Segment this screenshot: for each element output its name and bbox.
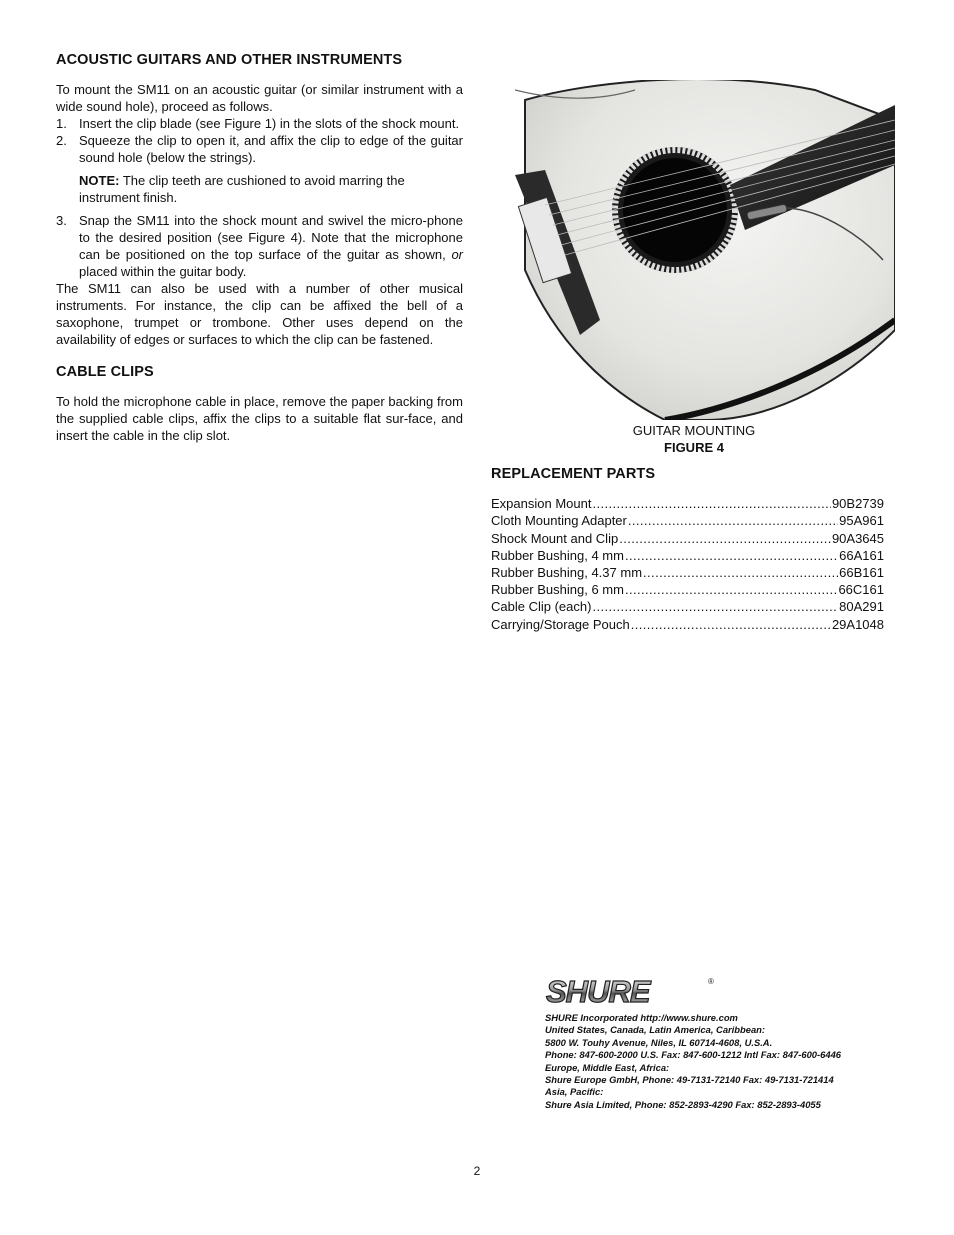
list-item (491, 616, 884, 633)
dot-leader (628, 512, 838, 529)
part-number: 90A3645 (831, 530, 884, 546)
footer-line: SHURE Incorporated http://www.shure.com (545, 1012, 738, 1023)
footer-line: United States, Canada, Latin America, Caribbean: (545, 1024, 766, 1036)
part-name: Rubber Bushing, 6 mm (491, 582, 624, 598)
footer-line: Asia, Pacific: (545, 1086, 604, 1098)
list-item (491, 581, 884, 598)
footer-line: Shure Asia Limited, Phone: 852-2893-4290 Fax: 852-2893-4055 (545, 1098, 821, 1110)
part-name: Cable Clip (each) (491, 599, 592, 615)
svg-text:SHURE: SHURE (546, 975, 650, 1005)
company-footer (545, 975, 905, 1111)
dot-leader (619, 530, 831, 547)
cable-clips-section (56, 364, 463, 444)
part-name: Rubber Bushing, 4.37 mm (491, 565, 643, 581)
outro-paragraph: The SM11 can also be used with a number of other musical instruments. For instance, the clip can be affixed the bell of a saxophone, trumpet or trombone. Other uses depend on the availability of edges or surfaces to which the clip can be fastened. (56, 281, 463, 347)
part-name: Rubber Bushing, 4 mm (491, 547, 624, 563)
page-number: 2 (473, 1164, 481, 1178)
part-number: 66B161 (839, 565, 884, 581)
contact-info (545, 1012, 905, 1111)
footer-line: Shure Europe GmbH, Phone: 49-7131-72140 Fax: 49-7131-721414 (545, 1074, 834, 1086)
intro-paragraph: To mount the SM11 on an acoustic guitar (or similar instrument with a wide sound hole), proceed as follows. (56, 82, 463, 114)
part-name: Expansion Mount (491, 496, 592, 512)
footer-line: Europe, Middle East, Africa: (545, 1061, 670, 1073)
part-name: Shock Mount and Clip (491, 530, 619, 546)
part-number: 80A291 (839, 599, 884, 615)
left-column (56, 52, 463, 444)
step-text: Snap the SM11 into the shock mount and swivel the micro-phone to the desired position (see Figure 4). Note that the microphone can be positioned on the top surface of the guitar as shown, (79, 213, 463, 262)
list-item (491, 512, 884, 529)
step-text-emphasis: or (451, 247, 463, 262)
section-heading-acoustic-guitars: ACOUSTIC GUITARS AND OTHER INSTRUMENTS (56, 52, 403, 68)
step-number: 1. (56, 116, 67, 131)
list-item (491, 530, 884, 547)
list-item (491, 564, 884, 581)
dot-leader (592, 495, 830, 512)
part-number: 66A161 (839, 547, 884, 563)
replacement-parts-section (491, 466, 884, 633)
figure-label: FIGURE 4 (664, 440, 724, 455)
mounting-steps-list (56, 115, 463, 280)
dot-leader (625, 547, 838, 564)
part-number: 95A961 (839, 513, 884, 529)
guitar-mounting-photo (515, 80, 895, 420)
note-block (79, 172, 463, 206)
parts-list (491, 495, 884, 633)
part-number: 29A1048 (831, 616, 884, 632)
step-text: Squeeze the clip to open it, and affix the clip to edge of the guitar sound hole (below the strings). (79, 133, 463, 165)
dot-leader (643, 564, 838, 581)
step-number: 2. (56, 133, 67, 148)
list-item (491, 598, 884, 615)
step-item (56, 212, 463, 280)
step-number: 3. (56, 213, 67, 228)
cable-clips-paragraph: To hold the microphone cable in place, remove the paper backing from the supplied cable clips, affix the clips to a suitable flat sur-face, and insert the cable in the clip slot. (56, 394, 463, 443)
part-name: Carrying/Storage Pouch (491, 616, 630, 632)
note-label: NOTE: (79, 173, 120, 188)
section-heading-replacement-parts: REPLACEMENT PARTS (491, 466, 656, 482)
list-item (491, 547, 884, 564)
guitar-illustration (515, 80, 895, 420)
part-number: 90B2739 (831, 496, 884, 512)
figure-caption-title: GUITAR MOUNTING (632, 423, 756, 438)
dot-leader (631, 616, 831, 633)
step-text: placed within the guitar body. (79, 264, 247, 279)
dot-leader (592, 598, 838, 615)
dot-leader (625, 581, 838, 598)
note-text: The clip teeth are cushioned to avoid marring the instrument finish. (79, 173, 405, 205)
step-item (56, 115, 463, 132)
shure-logo (545, 975, 720, 1005)
section-heading-cable-clips: CABLE CLIPS (56, 364, 154, 380)
step-text: Insert the clip blade (see Figure 1) in the slots of the shock mount. (79, 116, 460, 131)
svg-text:®: ® (708, 977, 714, 986)
footer-line: Phone: 847-600-2000 U.S. Fax: 847-600-1212 Intl Fax: 847-600-6446 (545, 1049, 841, 1061)
part-name: Cloth Mounting Adapter (491, 513, 627, 529)
step-item (56, 132, 463, 166)
footer-line: 5800 W. Touhy Avenue, Niles, IL 60714-4608, U.S.A. (545, 1036, 773, 1048)
figure-caption (580, 422, 808, 456)
part-number: 66C161 (838, 582, 884, 598)
list-item (491, 495, 884, 512)
